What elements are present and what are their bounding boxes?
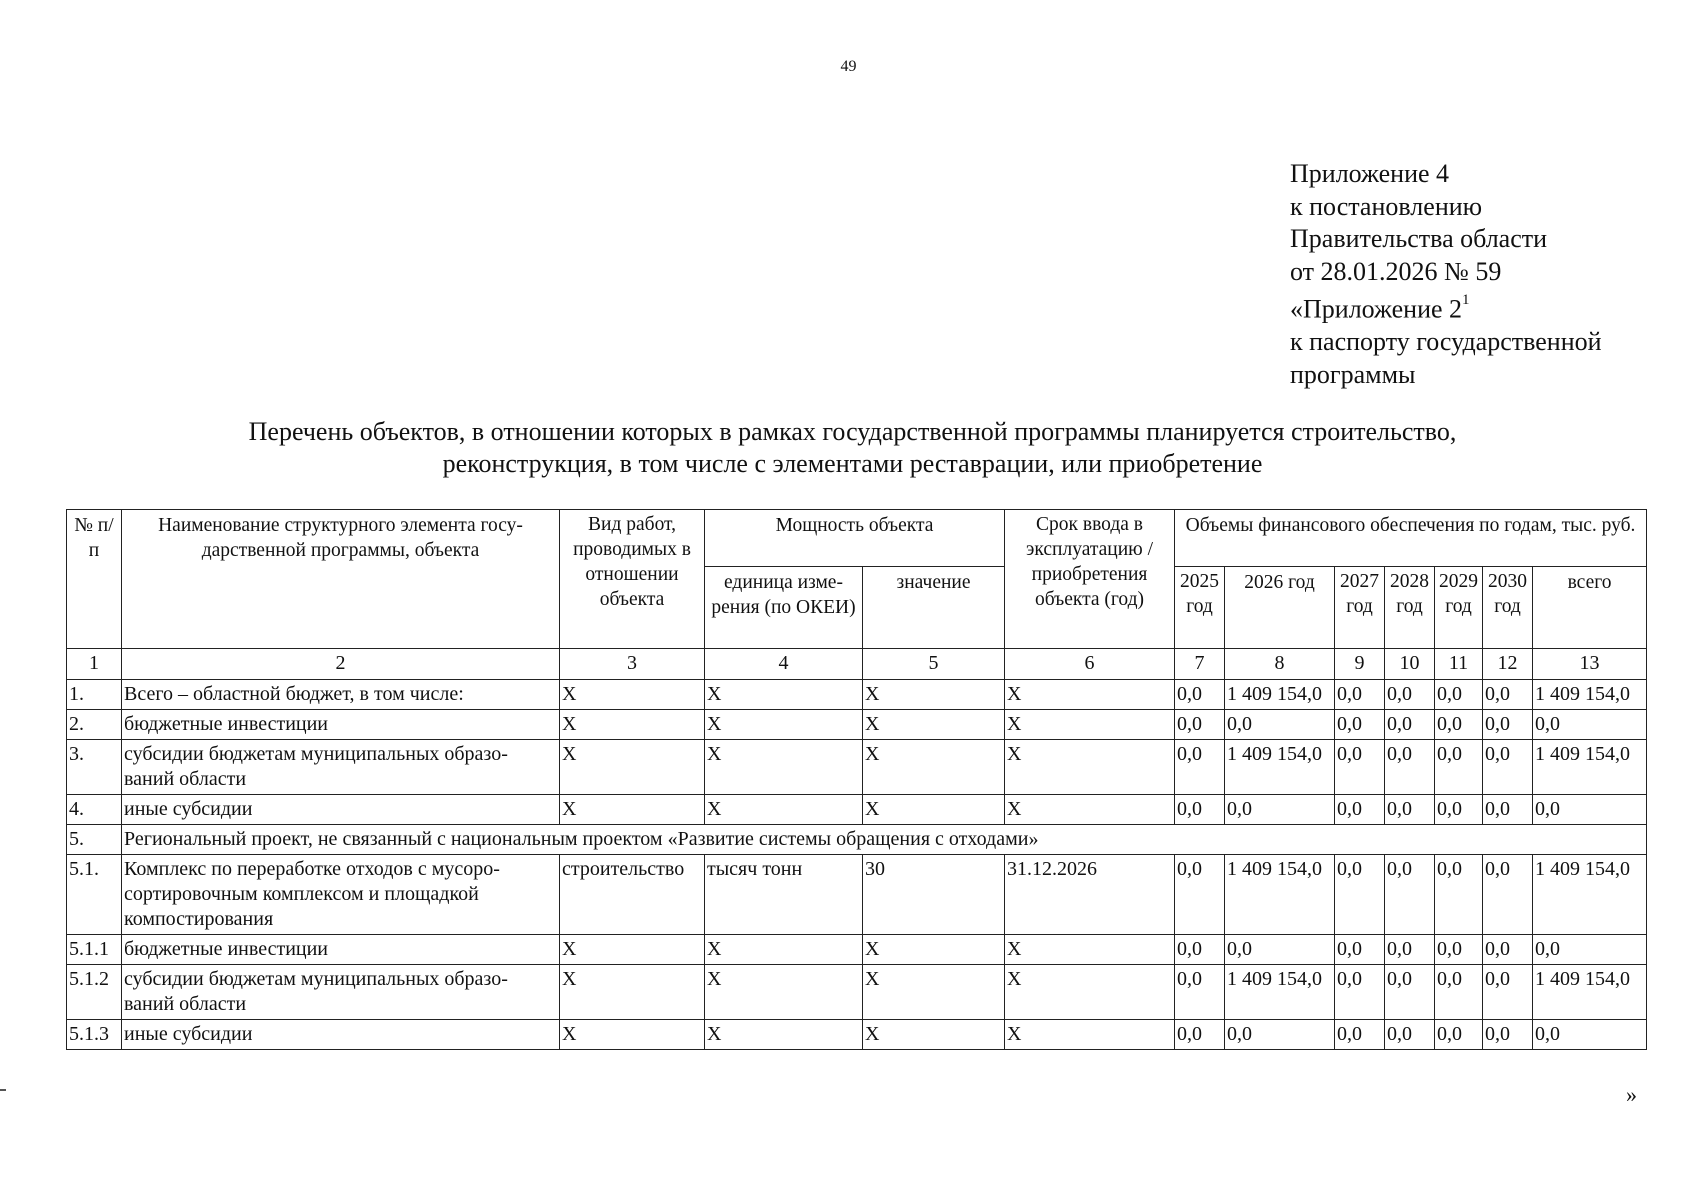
row-total-cell: 0,0: [1533, 1020, 1647, 1050]
row-year-2027-cell: 0,0: [1335, 710, 1385, 740]
row-year-2029-cell: 0,0: [1435, 965, 1483, 1020]
row-deadline-cell: X: [1005, 740, 1175, 795]
table-row: [67, 855, 1647, 935]
header-year-2028: 2028 год: [1385, 567, 1435, 649]
page-number: 49: [840, 58, 857, 75]
row-year-2027-cell: 0,0: [1335, 1020, 1385, 1050]
appendix-superscript: 1: [1462, 292, 1470, 308]
row-year-2025-cell: 0,0: [1175, 680, 1225, 710]
row-num-cell: 5.1.3: [67, 1020, 122, 1050]
appendix-line: к паспорту государственной: [1290, 327, 1602, 357]
row-year-2025-cell: 0,0: [1175, 795, 1225, 825]
row-work-type-cell: X: [560, 740, 705, 795]
appendix-line: Правительства области: [1290, 224, 1548, 253]
row-num-cell: 4.: [67, 795, 122, 825]
row-year-2029-cell: 0,0: [1435, 795, 1483, 825]
row-year-2029-cell: 0,0: [1435, 935, 1483, 965]
title-line: Перечень объектов, в отношении которых в рамках государственной программы планируется строительство,: [248, 417, 1457, 446]
row-work-type-cell: X: [560, 965, 705, 1020]
row-deadline-cell: X: [1005, 710, 1175, 740]
row-unit-cell: X: [705, 680, 863, 710]
row-year-2026-cell: 1 409 154,0: [1225, 680, 1335, 710]
column-number: 4: [705, 649, 863, 680]
row-deadline-cell: X: [1005, 1020, 1175, 1050]
row-name-cell: иные субсидии: [122, 795, 560, 825]
row-year-2027-cell: 0,0: [1335, 965, 1385, 1020]
header-name: Наименование структурного элемента госу-дарственной программы, объекта: [122, 510, 560, 649]
row-work-type-cell: X: [560, 710, 705, 740]
header-total: всего: [1533, 567, 1647, 649]
row-name-cell: Всего – областной бюджет, в том числе:: [122, 680, 560, 710]
row-year-2029-cell: 0,0: [1435, 710, 1483, 740]
appendix-line: Приложение 4: [1290, 159, 1450, 188]
row-year-2026-cell: 0,0: [1225, 795, 1335, 825]
row-deadline-cell: 31.12.2026: [1005, 855, 1175, 935]
edge-mark: [0, 1089, 6, 1091]
row-unit-cell: тысяч тонн: [705, 855, 863, 935]
row-num-cell: 5.1.2: [67, 965, 122, 1020]
table-row: [67, 710, 1647, 740]
row-year-2026-cell: 1 409 154,0: [1225, 855, 1335, 935]
row-year-2026-cell: 0,0: [1225, 710, 1335, 740]
row-year-2025-cell: 0,0: [1175, 855, 1225, 935]
row-work-type-cell: X: [560, 795, 705, 825]
row-year-2030-cell: 0,0: [1483, 740, 1533, 795]
column-number: 13: [1533, 649, 1647, 680]
objects-table: [66, 509, 1647, 1050]
row-year-2029-cell: 0,0: [1435, 740, 1483, 795]
row-total-cell: 1 409 154,0: [1533, 855, 1647, 935]
row-year-2029-cell: 0,0: [1435, 680, 1483, 710]
column-number: 10: [1385, 649, 1435, 680]
column-number: 6: [1005, 649, 1175, 680]
document-title: [60, 416, 1645, 480]
row-unit-cell: X: [705, 1020, 863, 1050]
row-year-2027-cell: 0,0: [1335, 680, 1385, 710]
table-row: [67, 1020, 1647, 1050]
row-value-cell: X: [863, 935, 1005, 965]
row-year-2027-cell: 0,0: [1335, 935, 1385, 965]
header-year-2029: 2029 год: [1435, 567, 1483, 649]
row-year-2025-cell: 0,0: [1175, 965, 1225, 1020]
table-row: [67, 935, 1647, 965]
section-row: [67, 825, 1647, 855]
row-name-cell: иные субсидии: [122, 1020, 560, 1050]
appendix-header: [1290, 158, 1670, 391]
row-year-2029-cell: 0,0: [1435, 1020, 1483, 1050]
row-year-2028-cell: 0,0: [1385, 1020, 1435, 1050]
appendix-line: к постановлению: [1290, 191, 1483, 221]
header-capacity: Мощность объекта: [705, 510, 1005, 567]
header-funding: Объемы финансового обеспечения по годам, тыс. руб.: [1175, 510, 1647, 567]
header-year-2030: 2030 год: [1483, 567, 1533, 649]
header-num: № п/п: [67, 510, 122, 649]
row-year-2030-cell: 0,0: [1483, 1020, 1533, 1050]
column-number: 7: [1175, 649, 1225, 680]
row-total-cell: 0,0: [1533, 795, 1647, 825]
row-value-cell: X: [863, 795, 1005, 825]
row-year-2028-cell: 0,0: [1385, 680, 1435, 710]
appendix-line: программы: [1290, 359, 1416, 389]
column-numbers-row: [67, 649, 1647, 680]
row-unit-cell: X: [705, 710, 863, 740]
row-value-cell: X: [863, 680, 1005, 710]
row-name-cell: бюджетные инвестиции: [122, 935, 560, 965]
row-year-2029-cell: 0,0: [1435, 855, 1483, 935]
row-year-2028-cell: 0,0: [1385, 740, 1435, 795]
column-number: 3: [560, 649, 705, 680]
appendix-line: [1290, 288, 1670, 326]
row-total-cell: 0,0: [1533, 935, 1647, 965]
column-number: 11: [1435, 649, 1483, 680]
row-value-cell: X: [863, 965, 1005, 1020]
row-name-cell: бюджетные инвестиции: [122, 710, 560, 740]
row-year-2027-cell: 0,0: [1335, 740, 1385, 795]
header-work-type: Вид работ, проводимых в отношении объекта: [560, 510, 705, 649]
table-row: [67, 965, 1647, 1020]
appendix-line: от 28.01.2026 № 59: [1290, 256, 1502, 286]
appendix-line-text: «Приложение 2: [1290, 294, 1463, 324]
column-number: 2: [122, 649, 560, 680]
row-year-2028-cell: 0,0: [1385, 855, 1435, 935]
row-value-cell: X: [863, 710, 1005, 740]
title-line: реконструкция, в том числе с элементами реставрации, или приобретение: [442, 449, 1263, 478]
closing-quote: »: [1626, 1082, 1637, 1107]
row-unit-cell: X: [705, 935, 863, 965]
row-name-cell: субсидии бюджетам муниципальных образо-ваний области: [122, 740, 560, 795]
header-year-2027: 2027 год: [1335, 567, 1385, 649]
section-title-cell: Региональный проект, не связанный с национальным проектом «Развитие системы обращения с отходами»: [122, 825, 1647, 855]
row-num-cell: 2.: [67, 710, 122, 740]
header-year-2025: 2025 год: [1175, 567, 1225, 649]
row-unit-cell: X: [705, 795, 863, 825]
row-year-2030-cell: 0,0: [1483, 965, 1533, 1020]
row-deadline-cell: X: [1005, 680, 1175, 710]
row-year-2026-cell: 1 409 154,0: [1225, 965, 1335, 1020]
row-year-2026-cell: 1 409 154,0: [1225, 740, 1335, 795]
row-year-2026-cell: 0,0: [1225, 935, 1335, 965]
row-total-cell: 1 409 154,0: [1533, 740, 1647, 795]
column-number: 5: [863, 649, 1005, 680]
row-work-type-cell: X: [560, 935, 705, 965]
row-work-type-cell: строительство: [560, 855, 705, 935]
row-deadline-cell: X: [1005, 965, 1175, 1020]
header-capacity-value: значение: [863, 567, 1005, 649]
row-name-cell: Комплекс по переработке отходов с мусоро-сортировочным комплексом и площадкой компостирования: [122, 855, 560, 935]
column-number: 1: [67, 649, 122, 680]
table-row: [67, 680, 1647, 710]
row-year-2028-cell: 0,0: [1385, 795, 1435, 825]
row-num-cell: 1.: [67, 680, 122, 710]
row-value-cell: X: [863, 1020, 1005, 1050]
row-year-2028-cell: 0,0: [1385, 710, 1435, 740]
row-value-cell: 30: [863, 855, 1005, 935]
row-work-type-cell: X: [560, 680, 705, 710]
row-value-cell: X: [863, 740, 1005, 795]
row-num-cell: 5.1.1: [67, 935, 122, 965]
header-capacity-unit: единица изме-рения (по ОКЕИ): [705, 567, 863, 649]
row-year-2028-cell: 0,0: [1385, 935, 1435, 965]
row-year-2026-cell: 0,0: [1225, 1020, 1335, 1050]
row-total-cell: 0,0: [1533, 710, 1647, 740]
row-work-type-cell: X: [560, 1020, 705, 1050]
row-year-2027-cell: 0,0: [1335, 795, 1385, 825]
table-row: [67, 740, 1647, 795]
row-year-2030-cell: 0,0: [1483, 855, 1533, 935]
row-total-cell: 1 409 154,0: [1533, 965, 1647, 1020]
row-year-2030-cell: 0,0: [1483, 710, 1533, 740]
row-unit-cell: X: [705, 740, 863, 795]
row-deadline-cell: X: [1005, 935, 1175, 965]
row-year-2027-cell: 0,0: [1335, 855, 1385, 935]
row-total-cell: 1 409 154,0: [1533, 680, 1647, 710]
row-year-2028-cell: 0,0: [1385, 965, 1435, 1020]
row-num-cell: 3.: [67, 740, 122, 795]
header-row: [67, 510, 1647, 567]
table-row: [67, 795, 1647, 825]
row-num-cell: 5.1.: [67, 855, 122, 935]
header-year-2026: 2026 год: [1225, 567, 1335, 649]
row-deadline-cell: X: [1005, 795, 1175, 825]
row-year-2030-cell: 0,0: [1483, 680, 1533, 710]
section-num-cell: 5.: [67, 825, 122, 855]
header-deadline: Срок ввода в эксплуатацию / приобретения объекта (год): [1005, 510, 1175, 649]
row-year-2030-cell: 0,0: [1483, 795, 1533, 825]
row-unit-cell: X: [705, 965, 863, 1020]
row-year-2025-cell: 0,0: [1175, 710, 1225, 740]
row-year-2030-cell: 0,0: [1483, 935, 1533, 965]
row-year-2025-cell: 0,0: [1175, 1020, 1225, 1050]
column-number: 8: [1225, 649, 1335, 680]
column-number: 12: [1483, 649, 1533, 680]
row-year-2025-cell: 0,0: [1175, 935, 1225, 965]
column-number: 9: [1335, 649, 1385, 680]
row-name-cell: субсидии бюджетам муниципальных образо-ваний области: [122, 965, 560, 1020]
row-year-2025-cell: 0,0: [1175, 740, 1225, 795]
